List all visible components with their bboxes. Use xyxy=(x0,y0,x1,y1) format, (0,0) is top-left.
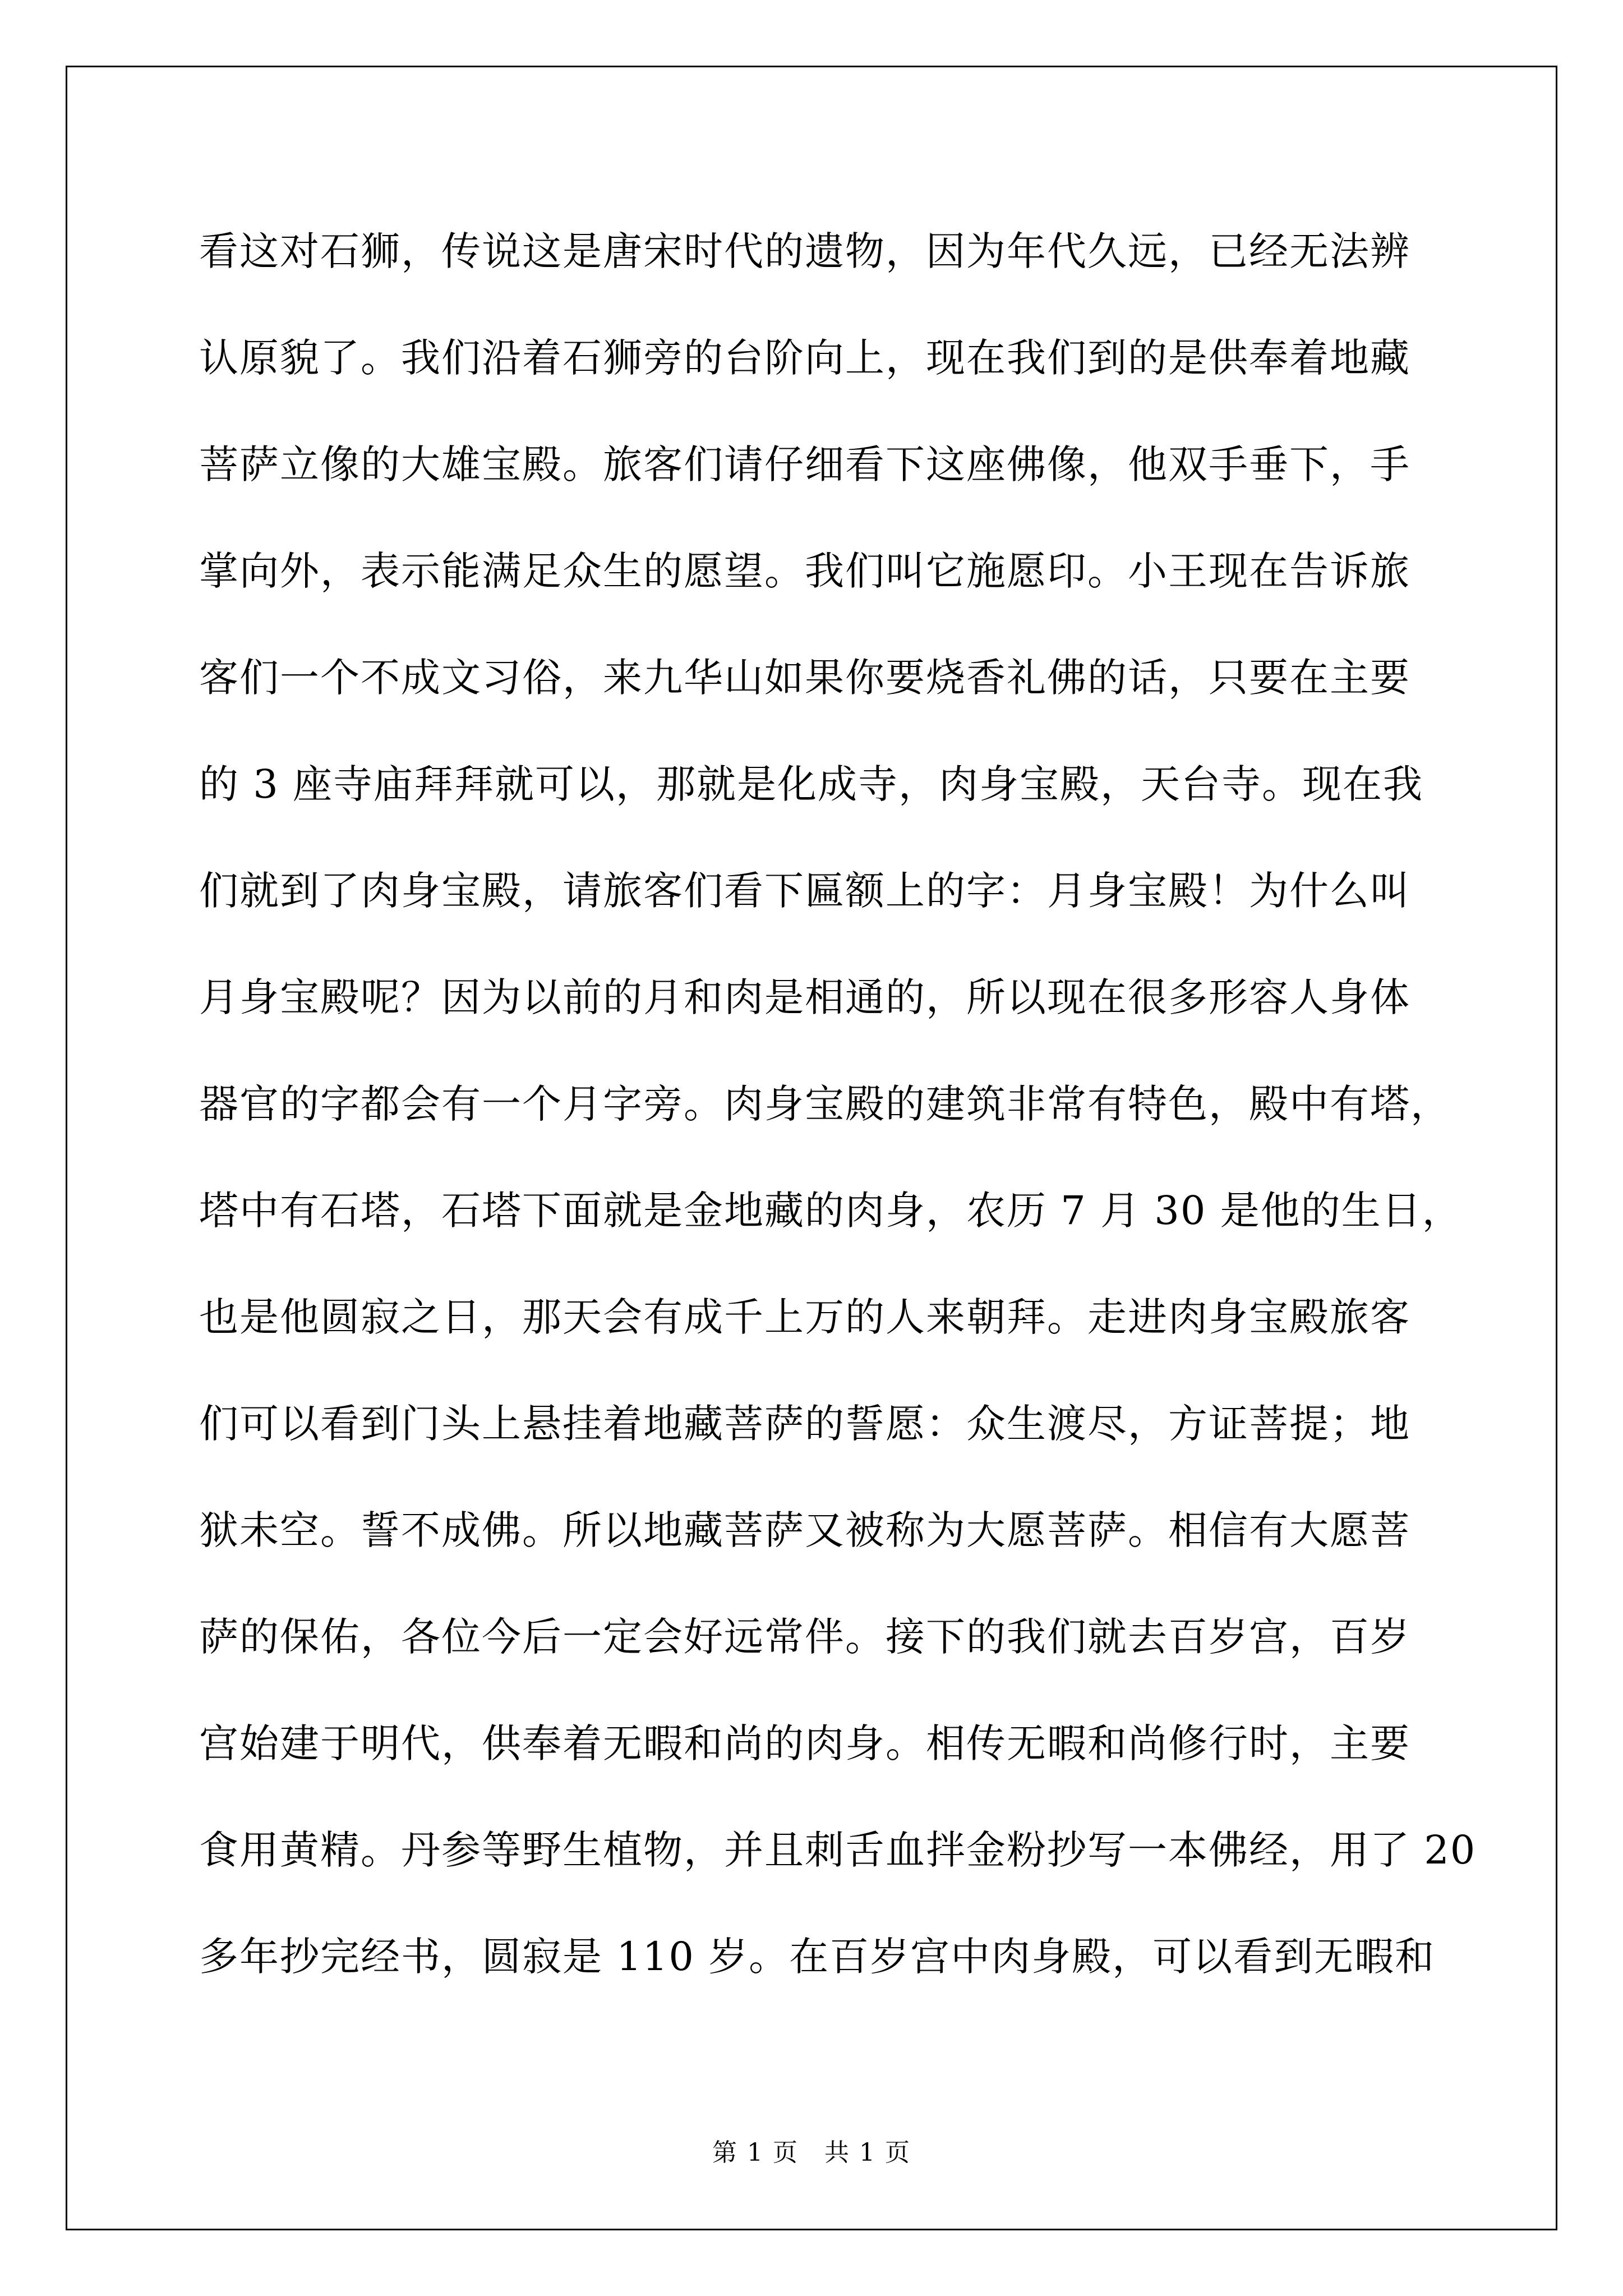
text-line: 器官的字都会有一个月字旁。肉身宝殿的建筑非常有特色，殿中有塔， xyxy=(199,1081,1451,1127)
text-line: 月身宝殿呢？因为以前的月和肉是相通的，所以现在很多形容人身体 xyxy=(199,974,1410,1020)
body-text xyxy=(199,220,1476,2032)
text-line: 菩萨立像的大雄宝殿。旅客们请仔细看下这座佛像，他双手垂下，手 xyxy=(199,441,1410,487)
page-footer: 第 1 页 共 1 页 xyxy=(712,2138,911,2167)
text-line: 萨的保佑，各位今后一定会好远常伴。接下的我们就去百岁宫，百岁 xyxy=(199,1614,1410,1660)
text-line: 看这对石狮，传说这是唐宋时代的遗物，因为年代久远，已经无法辨 xyxy=(199,228,1410,274)
text-line: 的 3 座寺庙拜拜就可以，那就是化成寺，肉身宝殿，天台寺。现在我 xyxy=(199,761,1424,807)
text-line: 掌向外，表示能满足众生的愿望。我们叫它施愿印。小王现在告诉旅 xyxy=(199,548,1410,594)
text-line: 客们一个不成文习俗，来九华山如果你要烧香礼佛的话，只要在主要 xyxy=(199,655,1410,701)
text-line: 塔中有石塔，石塔下面就是金地藏的肉身，农历 7 月 30 是他的生日， xyxy=(199,1188,1463,1234)
text-line: 也是他圆寂之日，那天会有成千上万的人来朝拜。走进肉身宝殿旅客 xyxy=(199,1294,1410,1340)
text-line: 宫始建于明代，供奉着无暇和尚的肉身。相传无暇和尚修行时，主要 xyxy=(199,1720,1410,1766)
text-line: 多年抄完经书，圆寂是 110 岁。在百岁宫中肉身殿，可以看到无暇和 xyxy=(199,1934,1436,1980)
text-line: 食用黄精。丹参等野生植物，并且刺舌血拌金粉抄写一本佛经，用了 20 xyxy=(199,1827,1477,1873)
text-line: 们可以看到门头上悬挂着地藏菩萨的誓愿：众生渡尽，方证菩提；地 xyxy=(199,1401,1410,1447)
text-line: 狱未空。誓不成佛。所以地藏菩萨又被称为大愿菩萨。相信有大愿菩 xyxy=(199,1507,1410,1553)
text-line: 们就到了肉身宝殿，请旅客们看下匾额上的字：月身宝殿！为什么叫 xyxy=(199,868,1410,914)
text-line: 认原貌了。我们沿着石狮旁的台阶向上，现在我们到的是供奉着地藏 xyxy=(199,335,1410,381)
